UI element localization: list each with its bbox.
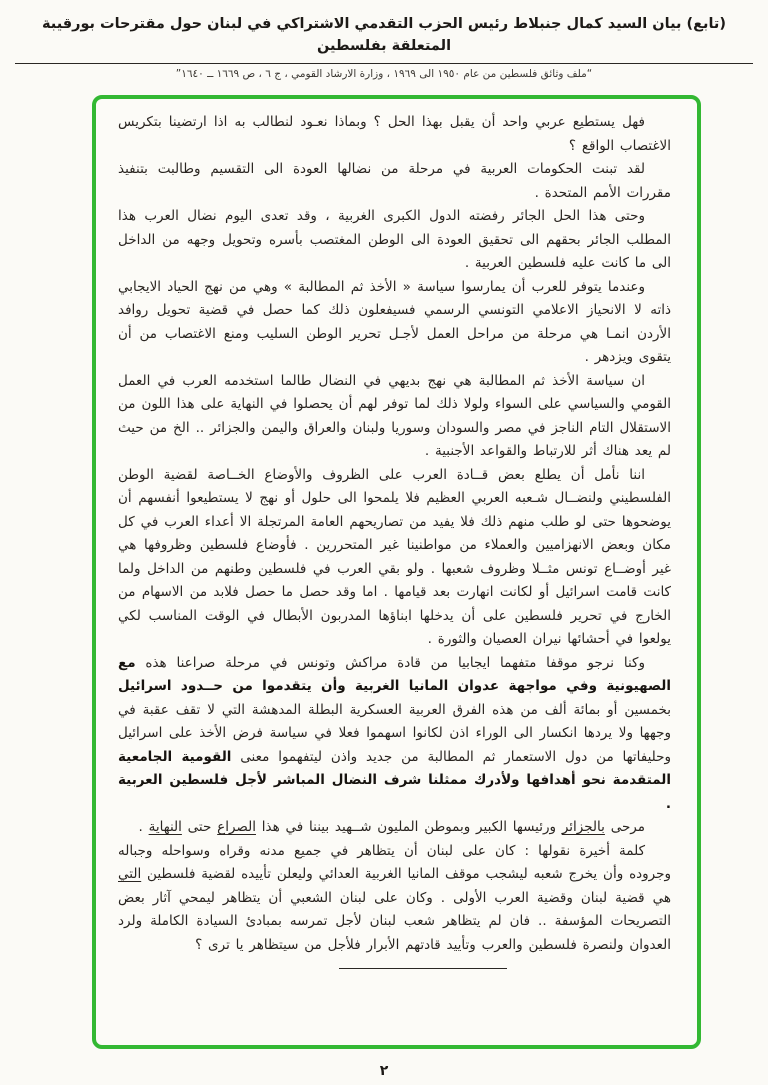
- text-segment: حتى: [181, 819, 218, 835]
- header-divider: [15, 63, 753, 64]
- text-segment: ان سياسة الأخذ ثم المطالبة هي نهج بديهي في النضال طالما استخدمه العرب في العمل القومي والسياسي على السواء ولولا ذلك لما توفر لهم أن يحصلوا في النهاية على هذا اللون من الاستقلال التام الناجز في مصر والسودان وسوريا ولبنان والعراق واليمن والجزائر .. الخ من حيث لم يعد هناك أثر للارتباط والقواعد الأجنبية .: [118, 372, 671, 459]
- text-segment: الصراع: [217, 819, 256, 835]
- text-segment: كلمة أخيرة نقولها : كان على لبنان أن يتظاهر في جميع مدنه وقراه وسواحله وجباله وجروده وأن يخرج شعبه ليشجب موقف المانيا الغربية العدائي وليعلن تأييده لقضية فلسطين: [118, 842, 671, 882]
- text-segment: فهل يستطيع عربي واحد أن يقبل بهذا الحل ؟ وبماذا نعـود لنطالب به اذا ارتضينا بتكريس الاغتصاب الواقع ؟: [118, 114, 671, 154]
- document-paragraph: [118, 370, 671, 464]
- document-frame: [92, 95, 701, 1049]
- footnote-divider: [339, 968, 507, 969]
- text-segment: مرحى: [604, 819, 645, 835]
- source-citation: “ملف وثائق فلسطين من عام ١٩٥٠ الى ١٩٦٩ ، وزارة الارشاد القومي ، ج ٦ ، ص ١٦٦٩ ــ ١٦٤٠”: [175, 67, 593, 80]
- page-header: [0, 0, 768, 80]
- text-segment: التي: [118, 866, 142, 882]
- text-segment: القومية الجامعية المتقدمة نحو أهدافها ولأدرك ممثلنا شرف النضال المباشر لأجل فلسطين العربية .: [118, 748, 671, 812]
- document-paragraph: [118, 205, 671, 276]
- text-segment: .: [138, 819, 149, 835]
- text-segment: وكنا نرجو موقفا متفهما ايجابيا من قادة مراكش وتونس في مرحلة صراعنا هذه: [135, 654, 645, 671]
- document-paragraph: [118, 464, 671, 652]
- document-paragraph: [118, 158, 671, 205]
- document-paragraph: [118, 652, 671, 817]
- text-segment: مع الصهيونية وفي مواجهة عدوان المانيا الغربية وأن يتقدموا من حــدود اسرائيل: [118, 654, 671, 694]
- document-paragraph: [118, 816, 671, 840]
- text-segment: وعندما يتوفر للعرب أن يمارسوا سياسة « الأخذ ثم المطالبة » وهي من نهج الحياد الايجابي ذاته لا الانحياز الاعلامي التونسي الرسمي فسيفعلون ذلك كما حصل في قضية تحويل روافد الأردن انمـا هي مرحلة من مراحل العمل لأجـل تحرير الوطن السليب ومنع الاغتصاب من أن يتقوى ويزدهر .: [118, 278, 671, 365]
- document-paragraph: [118, 840, 671, 958]
- text-segment: ورئيسها الكبير وبموطن المليون شــهيد بيننا في هذا: [255, 819, 562, 835]
- text-segment: بالجزائر: [561, 819, 605, 835]
- text-segment: النهاية: [148, 819, 182, 835]
- document-paragraph: [118, 111, 671, 158]
- text-segment: وحتى هذا الحل الجائر رفضته الدول الكبرى الغربية ، وقد تعدى اليوم نضال العرب هذا المطلب الجائر بحقهم الى تحقيق العودة الى الوطن المغتصب بأسره وتحويل وجهه من الداخل الى ما كانت عليه فلسطين العربية .: [118, 208, 671, 271]
- text-segment: لقد تبنت الحكومات العربية في مرحلة من نضالها العودة الى التقسيم وطالبت بتنفيذ مقررات الأمم المتحدة .: [118, 161, 671, 201]
- document-paragraph: [118, 276, 671, 370]
- document-title: (تابع) بيان السيد كمال جنبلاط رئيس الحزب التقدمي الاشتراكي في لبنان حول مقترحات بورقيبة المتعلقة بفلسطين: [41, 16, 726, 55]
- document-body: [118, 111, 671, 957]
- text-segment: هي قضية لبنان وقضية العرب الأولى . وكان على لبنان الشعبي أن يتظاهر ليمحي آثار بعض التصريحات المؤسفة .. فان لم يتظاهر شعب لبنان لأجل تمرسه بمبادئ السيادة الكاملة ولرد العدوان ولنصرة فلسطين والعرب وتأييد قادتهم الأبرار فلأجل من سيتظاهر يا ترى ؟: [118, 889, 671, 953]
- page-number: ٢: [379, 1063, 389, 1079]
- text-segment: بخمسين أو بمائة ألف من هذه الفرق العربية العسكرية البطلة المدهشة التي لا تقف عقبة في وجهها ولا يردها انكسار الى الوراء اذن لكانوا اسهموا فعلا في سياسة فرض الأخذ على اسرائيل وحليفاتها من دول الاستعمار ثم المطالبة من جديد واذن ليتفهموا معنى: [118, 701, 671, 765]
- text-segment: اننا نأمل أن يطلع بعض قــادة العرب على الظروف والأوضاع الخــاصة لقضية الوطن الفلسطيني ولنضــال شـعبه العربي العظيم فلا يلمحوا الى حلول أو نهج لا يستطيعوا أنفسهم أن يوضحوها حتى لو طلب منهم ذلك فلا يفيد من تصاريحهم العامة المرتجلة الا أعداء العرب في كل مكان وبعض الانهزاميين والعملاء من مواطنينا غير المتحررين . فأوضاع فلسطين وظروفها هي غير أوضــاع تونس مثــلا وظروف شعبها . ولو بقي العرب في فلسطين وطنهم من الداخل ولما كانت قامت اسرائيل أو لكانت انهارت بعد قيامها . اما وقد حصل ما حصل فلابد من الاسهام من الخارج في تحرير فلسطين على أن يدخلها ابناؤها المدربون الأبطال في الوقت المناسب لكي يولعوا في أحشائها نيران العصيان والثورة .: [118, 466, 671, 647]
